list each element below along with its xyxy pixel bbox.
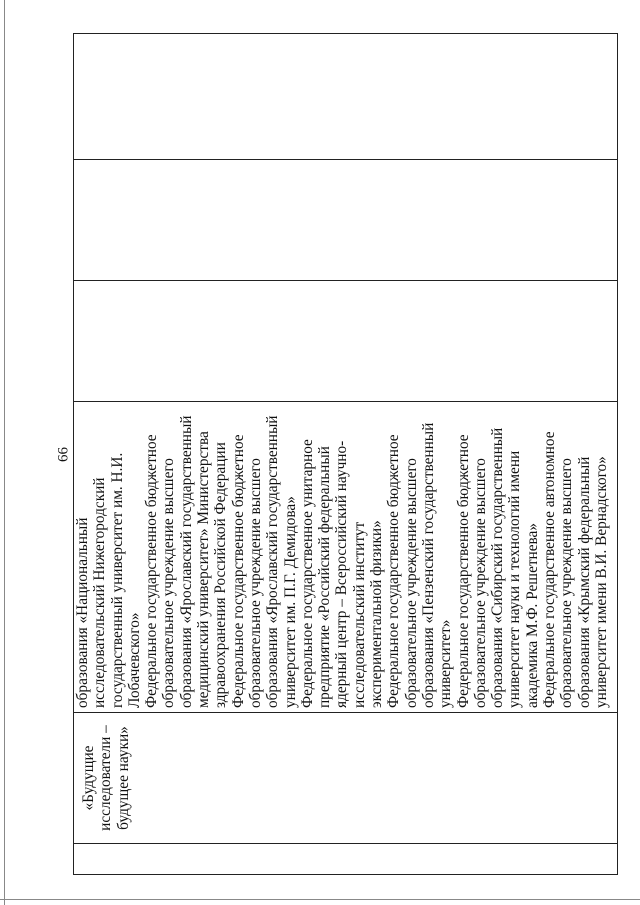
scan-edge-left: [4, 0, 5, 905]
organization-list: [74, 402, 610, 712]
table-cell-program: [74, 713, 618, 844]
table-cell-empty: [74, 160, 618, 281]
program-name: «Будущие исследователи – будущее науки»: [80, 725, 132, 831]
document-table: [73, 33, 618, 875]
organization-entry: Федеральное государственное бюджетное образовательное учреждение высшего образования «Пензенский государственный университет»: [385, 422, 455, 708]
organization-entry: Федеральное государственное бюджетное образовательное учреждение высшего образования «Сибирский государственный университет науки и технологий имени академика М.Ф. Решетнева»: [454, 427, 541, 708]
scan-edge-bottom: [0, 899, 640, 900]
page-number: 66: [55, 447, 72, 462]
organization-entry: образования «Национальный исследовательский Нижегородский государственный университет им. Н.И. Лобачевского»: [74, 452, 143, 708]
document-table-rotated: [73, 40, 618, 875]
table-row: [74, 34, 618, 875]
table-cell-empty: [74, 281, 618, 402]
organization-entry: Федеральное государственное автономное образовательное учреждение высшего образования «Крымский федеральный университет имени В.И. Вернадского»: [541, 431, 610, 708]
table-cell-organizations: [74, 402, 618, 713]
organization-entry: Федеральное государственное бюджетное образовательное учреждение высшего образования «Ярославский государственный медицинский университет» Министерства здравоохранения Российской Федерации: [143, 415, 230, 708]
table-cell-number: [74, 844, 618, 875]
organization-entry: Федеральное государственное бюджетное образовательное учреждение высшего образования «Ярославский государственный университет им. П.Г. Демидова»: [229, 415, 299, 708]
table-cell-empty: [74, 34, 618, 160]
organization-entry: Федеральное государственное унитарное предприятие «Российский федеральный ядерный центр – Всероссийский научно-исследовательский институт экспериментальной физики»: [298, 439, 386, 708]
